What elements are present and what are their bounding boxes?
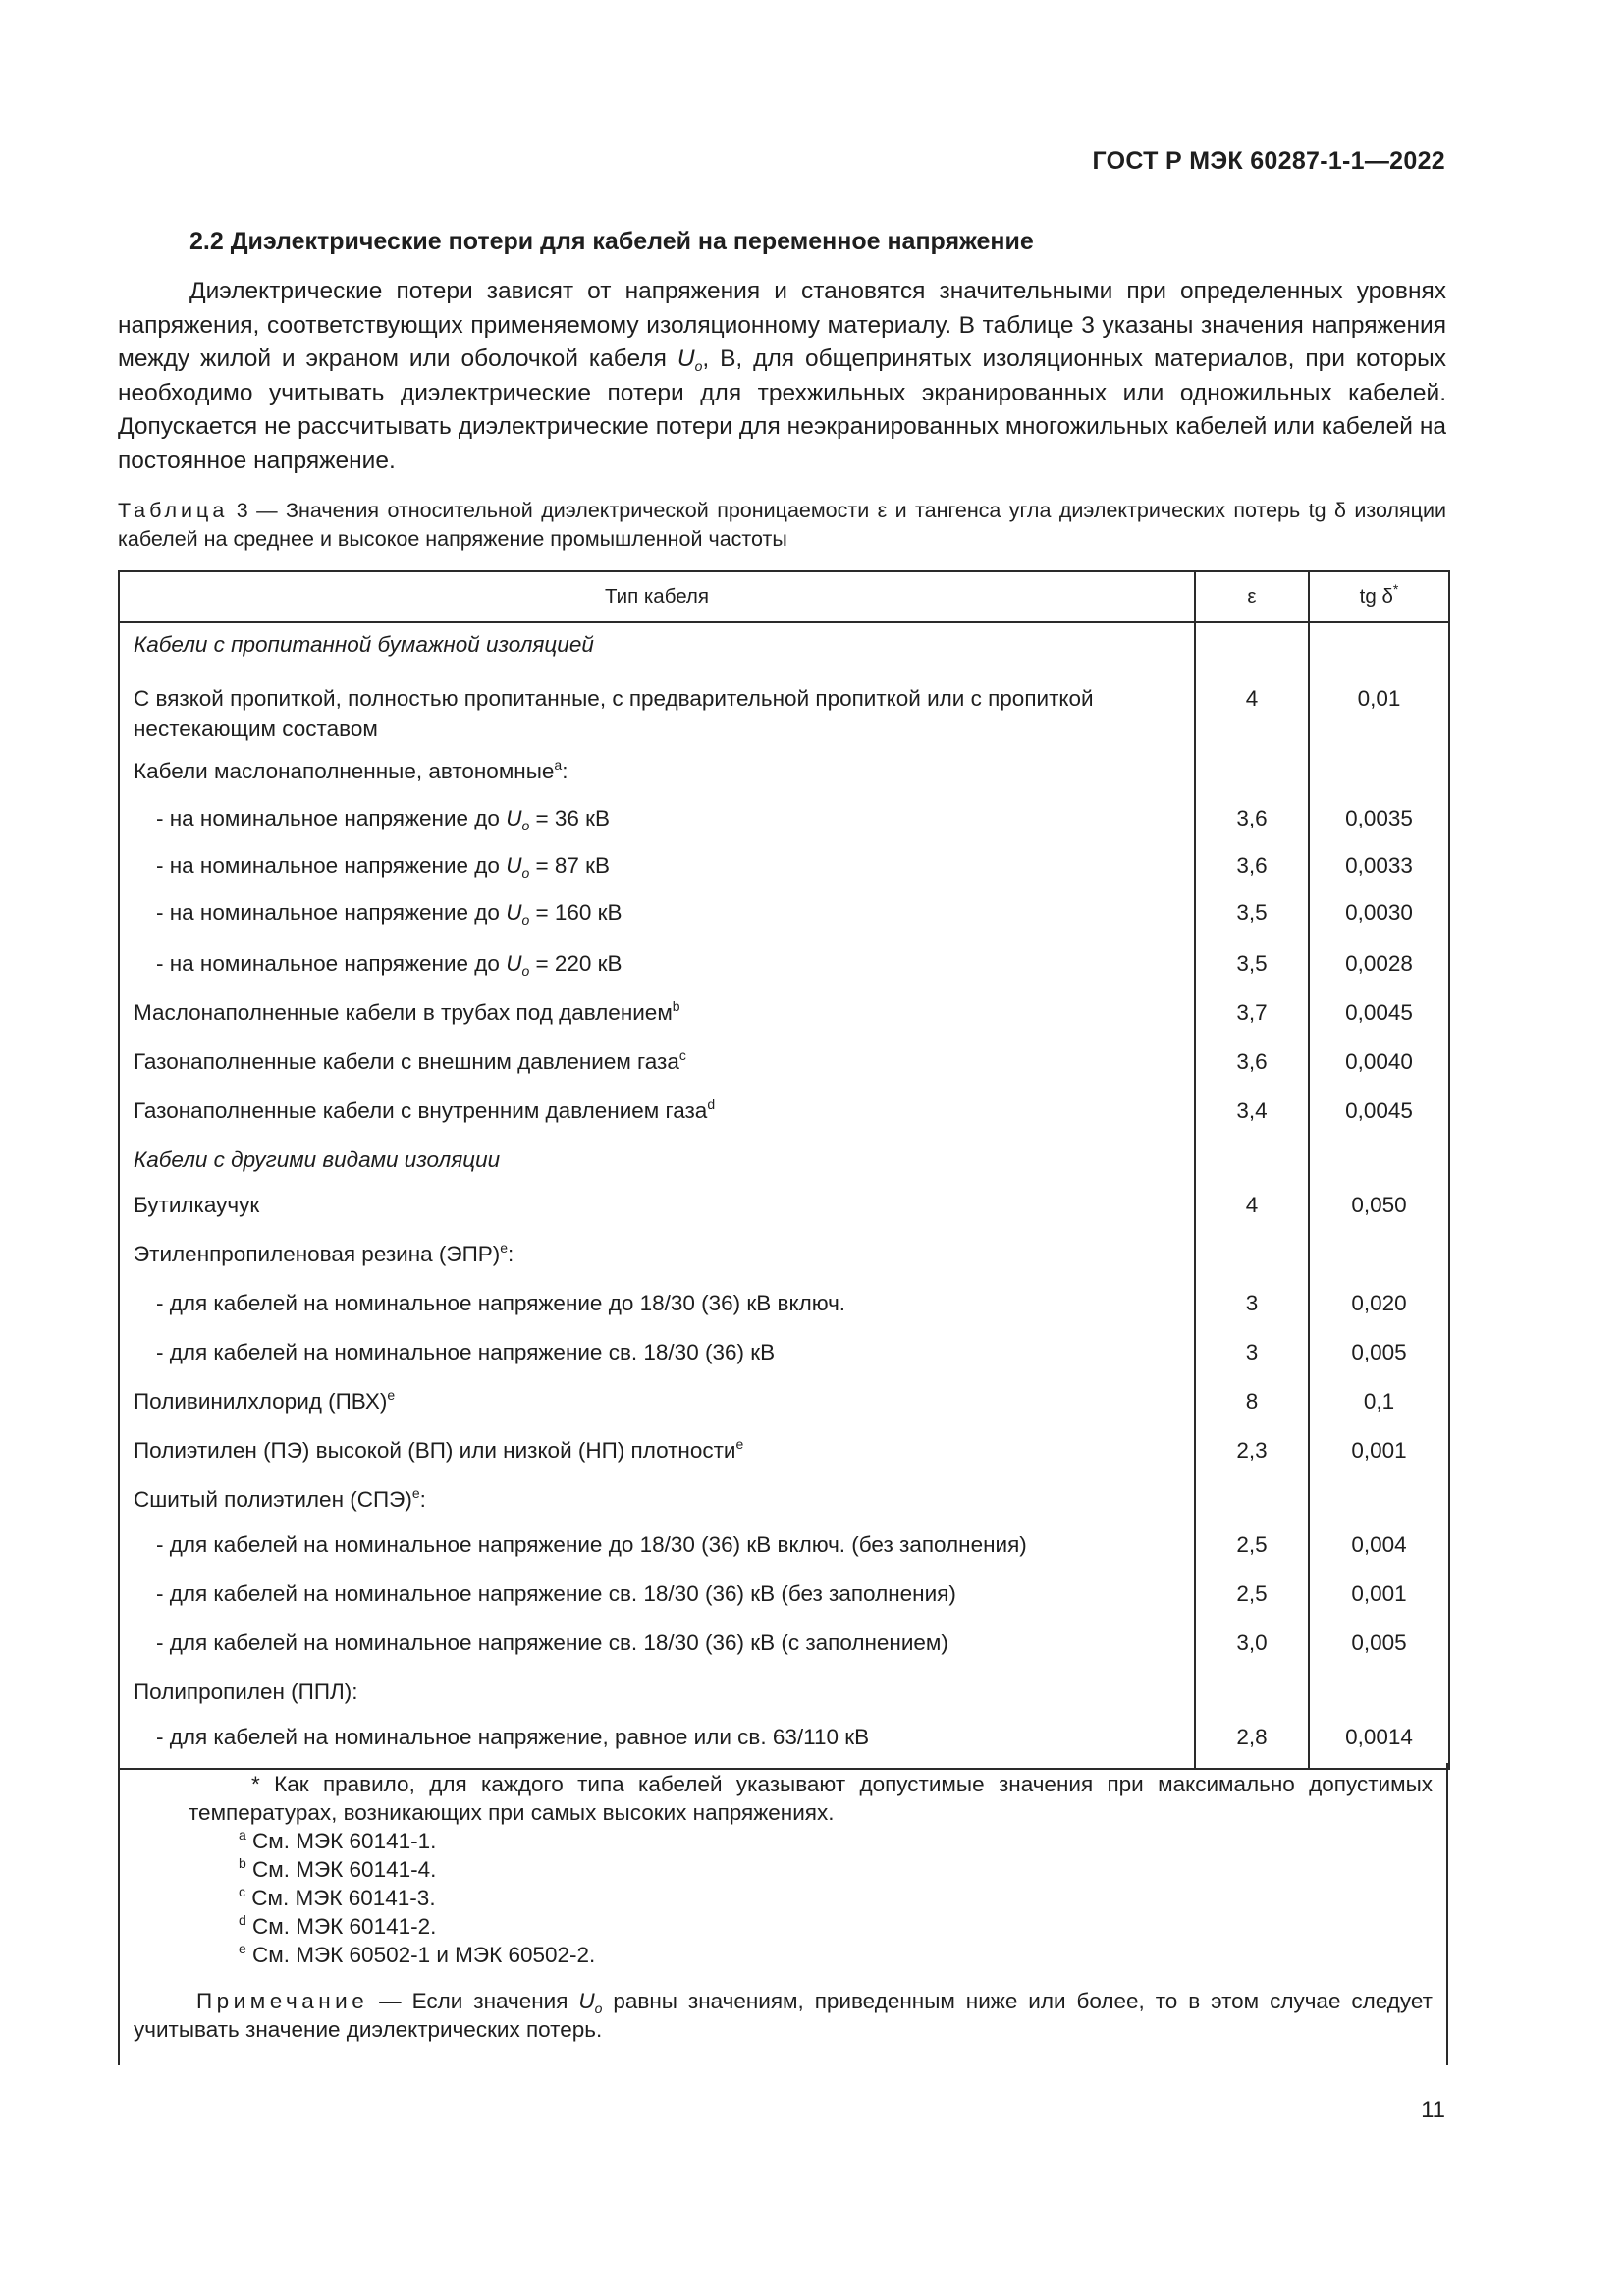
table-row — [119, 1423, 1449, 1472]
cell-cable-type-text: Полипропилен (ППЛ): — [134, 1680, 358, 1704]
cell-cable-type-text: - на номинальное напряжение до — [156, 806, 507, 830]
table-note — [134, 1987, 1433, 2044]
cell-cable-type-text: Кабели с другими видами изоляции — [134, 1148, 501, 1172]
cell-cable-type-suffix: = 160 кВ — [529, 900, 623, 925]
table-row — [119, 1276, 1449, 1325]
cell-epsilon — [1195, 1665, 1309, 1710]
cell-tg-delta — [1309, 622, 1449, 671]
cell-cable-type-text: - для кабелей на номинальное напряжение св. 18/30 (36) кВ (с заполнением) — [156, 1630, 948, 1655]
cell-tg-delta — [1309, 1472, 1449, 1518]
dielectric-table — [118, 570, 1450, 1770]
uo-symbol: U — [506, 900, 522, 925]
cell-cable-type-text: - на номинальное напряжение до — [156, 951, 507, 976]
footnote-item-mark: e — [239, 1941, 246, 1956]
cell-cable-type — [119, 622, 1195, 671]
cell-cable-type — [119, 1325, 1195, 1374]
cell-cable-type-suffix: : — [562, 759, 568, 783]
header-tg-delta-text: tg δ — [1359, 585, 1393, 608]
cell-cable-type — [119, 1084, 1195, 1133]
cell-tg-delta: 0,005 — [1309, 1325, 1449, 1374]
cell-cable-type — [119, 1374, 1195, 1423]
footnote-item — [239, 1827, 1433, 1855]
cell-epsilon: 3,4 — [1195, 1084, 1309, 1133]
cell-cable-type-text: Бутилкаучук — [134, 1193, 260, 1217]
cell-tg-delta: 0,0030 — [1309, 885, 1449, 936]
cell-cable-type — [119, 986, 1195, 1035]
cell-cable-type — [119, 1518, 1195, 1567]
table-row — [119, 1227, 1449, 1276]
table-caption-text: 3 — Значения относительной диэлектрической проницаемости ε и тангенса угла диэлектрических потерь tg δ изоляции кабелей на среднее и высокое напряжение промышленной частоты — [118, 499, 1446, 551]
cell-epsilon: 3 — [1195, 1325, 1309, 1374]
footnote-item — [239, 1941, 1433, 1969]
cell-cable-type-text: С вязкой пропиткой, полностью пропитанные, с предварительной пропиткой или с пропиткой нестекающим составом — [134, 686, 1094, 741]
cell-epsilon — [1195, 1133, 1309, 1178]
cell-epsilon — [1195, 1227, 1309, 1276]
cell-cable-type — [119, 1616, 1195, 1665]
footnote-mark: e — [735, 1436, 744, 1452]
uo-symbol: U — [677, 346, 695, 372]
cell-tg-delta: 0,01 — [1309, 671, 1449, 744]
cell-epsilon: 3,7 — [1195, 986, 1309, 1035]
table-caption-label: Таблица — [118, 499, 229, 522]
footnote-item-text: См. МЭК 60141-3. — [245, 1886, 436, 1910]
uo-symbol: U — [506, 853, 522, 878]
cell-epsilon — [1195, 1472, 1309, 1518]
cell-cable-type-text: Этиленпропиленовая резина (ЭПР) — [134, 1242, 501, 1266]
table-footnotes — [118, 1763, 1448, 2065]
cell-cable-type-text: Кабели с пропитанной бумажной изоляцией — [134, 632, 594, 657]
cell-tg-delta: 0,0045 — [1309, 1084, 1449, 1133]
footnote-item-text: См. МЭК 60141-4. — [245, 1857, 437, 1882]
note-label: Примечание — [196, 1989, 369, 2013]
cell-epsilon: 4 — [1195, 671, 1309, 744]
page-number: 11 — [1421, 2097, 1445, 2123]
footnote-mark: d — [707, 1096, 716, 1112]
cell-cable-type-text: Маслонаполненные кабели в трубах под давлением — [134, 1000, 673, 1025]
footnote-item-mark: b — [239, 1855, 246, 1871]
footnote-item-mark: d — [239, 1912, 246, 1928]
cell-tg-delta: 0,0014 — [1309, 1710, 1449, 1769]
cell-cable-type-text: Поливинилхлорид (ПВХ) — [134, 1389, 388, 1414]
cell-epsilon: 3,0 — [1195, 1616, 1309, 1665]
uo-subscript: o — [521, 865, 530, 881]
cell-epsilon: 2,8 — [1195, 1710, 1309, 1769]
table-row — [119, 1665, 1449, 1710]
table-row — [119, 671, 1449, 744]
table-row — [119, 1133, 1449, 1178]
footnote-star: * Как правило, для каждого типа кабелей указывают допустимые значения при максимально допустимых температурах, возникающих при самых высоких напряжениях. — [189, 1772, 1433, 1825]
table-row — [119, 1374, 1449, 1423]
cell-epsilon: 3,5 — [1195, 885, 1309, 936]
section-heading: 2.2 Диэлектрические потери для кабелей на переменное напряжение — [189, 228, 1034, 255]
table-row — [119, 1178, 1449, 1227]
cell-cable-type — [119, 838, 1195, 885]
uo-symbol: U — [506, 951, 522, 976]
footnote-item — [239, 1884, 1433, 1912]
cell-cable-type-text: - для кабелей на номинальное напряжение св. 18/30 (36) кВ (без заполнения) — [156, 1581, 956, 1606]
cell-epsilon: 2,3 — [1195, 1423, 1309, 1472]
cell-epsilon: 3 — [1195, 1276, 1309, 1325]
footnote-item-mark: c — [239, 1884, 245, 1899]
cell-cable-type — [119, 936, 1195, 986]
footnote-list — [239, 1827, 1433, 1969]
cell-cable-type-text: - на номинальное напряжение до — [156, 900, 507, 925]
footnote-mark: c — [678, 1047, 686, 1063]
footnote-item-text: См. МЭК 60141-1. — [245, 1829, 437, 1853]
table-row — [119, 1518, 1449, 1567]
cell-epsilon: 4 — [1195, 1178, 1309, 1227]
cell-tg-delta — [1309, 1665, 1449, 1710]
cell-cable-type — [119, 1567, 1195, 1616]
cell-epsilon: 3,6 — [1195, 791, 1309, 838]
cell-epsilon: 8 — [1195, 1374, 1309, 1423]
cell-cable-type — [119, 1710, 1195, 1769]
cell-tg-delta — [1309, 1133, 1449, 1178]
cell-cable-type-text: Газонаполненные кабели с внешним давлением газа — [134, 1049, 679, 1074]
footnote-mark: e — [411, 1485, 420, 1501]
cell-cable-type — [119, 1227, 1195, 1276]
footnote-item-text: См. МЭК 60502-1 и МЭК 60502-2. — [245, 1943, 596, 1967]
cell-cable-type — [119, 885, 1195, 936]
table-row — [119, 1325, 1449, 1374]
body-text-part-1: Диэлектрические потери зависят от напряжения и становятся значительными при определенных уровнях напряжения, соответствующих применяемому изоляционному материалу. В таблице 3 указаны значения напряжения между жилой и экраном или оболочкой кабеля — [118, 278, 1446, 372]
cell-cable-type-text: Газонаполненные кабели с внутренним давлением газа — [134, 1098, 708, 1123]
cell-tg-delta: 0,1 — [1309, 1374, 1449, 1423]
cell-tg-delta: 0,050 — [1309, 1178, 1449, 1227]
cell-tg-delta: 0,004 — [1309, 1518, 1449, 1567]
note-uo-subscript: o — [594, 2001, 603, 2016]
footnote-item — [239, 1912, 1433, 1941]
table-row — [119, 1035, 1449, 1084]
footnote-item — [239, 1855, 1433, 1884]
cell-tg-delta — [1309, 744, 1449, 791]
uo-subscript: o — [521, 818, 530, 833]
cell-tg-delta: 0,0028 — [1309, 936, 1449, 986]
header-epsilon: ε — [1195, 571, 1309, 622]
table-row — [119, 791, 1449, 838]
table-body — [119, 622, 1449, 1769]
body-paragraph — [118, 275, 1446, 478]
footnote-mark: b — [672, 998, 680, 1014]
note-text-part-1: — Если значения — [368, 1989, 579, 2013]
cell-epsilon: 2,5 — [1195, 1567, 1309, 1616]
table-row — [119, 838, 1449, 885]
uo-subscript: o — [521, 912, 530, 928]
table-row — [119, 986, 1449, 1035]
cell-cable-type-text: Полиэтилен (ПЭ) высокой (ВП) или низкой (НП) плотности — [134, 1438, 736, 1463]
cell-tg-delta — [1309, 1227, 1449, 1276]
cell-cable-type-suffix: = 36 кВ — [529, 806, 611, 830]
cell-cable-type — [119, 744, 1195, 791]
uo-subscript: o — [694, 358, 703, 374]
cell-tg-delta: 0,0040 — [1309, 1035, 1449, 1084]
cell-epsilon: 3,6 — [1195, 1035, 1309, 1084]
cell-epsilon: 3,5 — [1195, 936, 1309, 986]
table-row — [119, 1084, 1449, 1133]
cell-cable-type — [119, 1423, 1195, 1472]
cell-epsilon — [1195, 744, 1309, 791]
cell-cable-type — [119, 671, 1195, 744]
table-row — [119, 622, 1449, 671]
cell-tg-delta: 0,020 — [1309, 1276, 1449, 1325]
cell-cable-type — [119, 1133, 1195, 1178]
footnote-mark: e — [387, 1387, 396, 1403]
cell-cable-type-text: Кабели маслонаполненные, автономные — [134, 759, 555, 783]
cell-epsilon — [1195, 622, 1309, 671]
cell-cable-type — [119, 1665, 1195, 1710]
footnote-mark: e — [500, 1240, 509, 1255]
uo-symbol: U — [506, 806, 522, 830]
note-text-part-2: равны значениям, приведенным ниже или более, то в этом случае следует учитывать значение диэлектрических потерь. — [134, 1989, 1433, 2042]
cell-cable-type — [119, 1472, 1195, 1518]
footnote-item-text: См. МЭК 60141-2. — [245, 1914, 437, 1939]
cell-tg-delta: 0,0035 — [1309, 791, 1449, 838]
table-row — [119, 1710, 1449, 1769]
footnote-item-mark: a — [239, 1827, 246, 1842]
cell-cable-type-text: Сшитый полиэтилен (СПЭ) — [134, 1487, 412, 1512]
cell-tg-delta: 0,001 — [1309, 1423, 1449, 1472]
cell-cable-type-suffix: = 220 кВ — [529, 951, 623, 976]
cell-cable-type — [119, 791, 1195, 838]
cell-cable-type-text: - для кабелей на номинальное напряжение св. 18/30 (36) кВ — [156, 1340, 776, 1364]
cell-tg-delta: 0,005 — [1309, 1616, 1449, 1665]
table-row — [119, 1567, 1449, 1616]
table-header-row — [119, 571, 1449, 622]
table-row — [119, 1472, 1449, 1518]
cell-tg-delta: 0,001 — [1309, 1567, 1449, 1616]
header-tg-delta-mark: * — [1392, 581, 1399, 597]
note-uo-symbol: U — [578, 1989, 595, 2013]
cell-epsilon: 3,6 — [1195, 838, 1309, 885]
cell-cable-type — [119, 1276, 1195, 1325]
cell-tg-delta: 0,0033 — [1309, 838, 1449, 885]
cell-cable-type-suffix: : — [508, 1242, 514, 1266]
table-row — [119, 1616, 1449, 1665]
cell-cable-type-text: - для кабелей на номинальное напряжение до 18/30 (36) кВ включ. — [156, 1291, 846, 1315]
cell-epsilon: 2,5 — [1195, 1518, 1309, 1567]
header-tg-delta — [1309, 571, 1449, 622]
table-row — [119, 936, 1449, 986]
cell-tg-delta: 0,0045 — [1309, 986, 1449, 1035]
body-text-part-2: , В, для общепринятых изоляционных материалов, при которых необходимо учитывать диэлектрические потери для трехжильных экранированных или одножильных кабелей. Допускается не рассчитывать диэлектрические потери для неэкранированных многожильных кабелей или кабелей на постоянное напряжение. — [118, 346, 1446, 474]
cell-cable-type-text: - для кабелей на номинальное напряжение до 18/30 (36) кВ включ. (без заполнения) — [156, 1532, 1027, 1557]
table-row — [119, 885, 1449, 936]
table-caption — [118, 497, 1446, 554]
table-row — [119, 744, 1449, 791]
uo-subscript: o — [521, 963, 530, 979]
cell-cable-type-text: - для кабелей на номинальное напряжение, равное или св. 63/110 кВ — [156, 1725, 870, 1749]
cell-cable-type-suffix: = 87 кВ — [529, 853, 611, 878]
footnote-mark: a — [554, 757, 563, 773]
cell-cable-type — [119, 1178, 1195, 1227]
cell-cable-type-text: - на номинальное напряжение до — [156, 853, 507, 878]
header-cable-type: Тип кабеля — [119, 571, 1195, 622]
cell-cable-type-suffix: : — [419, 1487, 426, 1512]
cell-cable-type — [119, 1035, 1195, 1084]
standard-designation: ГОСТ Р МЭК 60287-1-1—2022 — [1092, 147, 1445, 175]
